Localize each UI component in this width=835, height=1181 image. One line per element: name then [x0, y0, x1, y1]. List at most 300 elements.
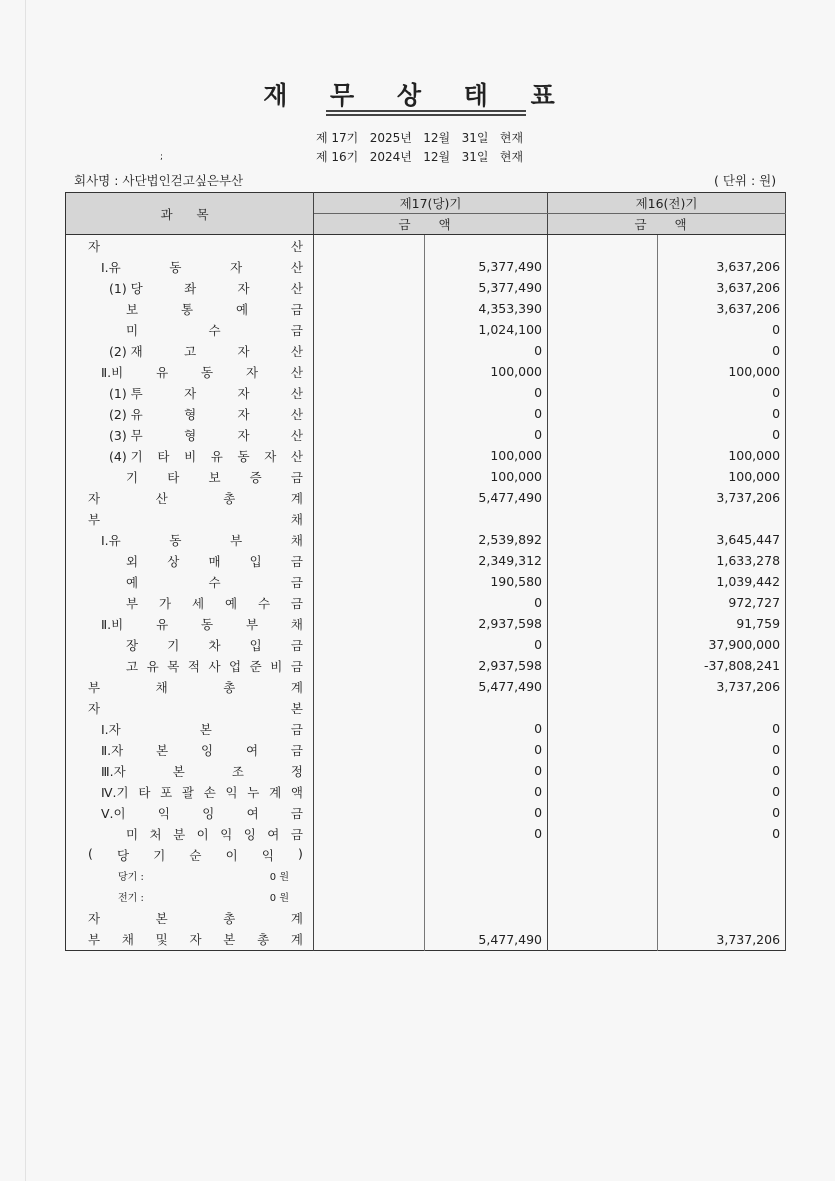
prior-amount: 37,900,000 — [658, 634, 786, 655]
blank-cell — [548, 802, 658, 823]
blank-cell — [548, 823, 658, 844]
account-name-part: (1) 투 — [109, 385, 143, 401]
blank-cell — [548, 298, 658, 319]
account-name-part: 자 — [88, 490, 101, 506]
blank-cell — [548, 529, 658, 550]
account-name — [66, 361, 314, 382]
table-row — [66, 340, 786, 361]
current-amount: 0 — [425, 403, 548, 424]
blank-cell — [314, 256, 425, 277]
account-name-part: 금 — [290, 553, 303, 569]
blank-cell — [548, 445, 658, 466]
current-amount: 0 — [425, 802, 548, 823]
account-name-part: 좌 — [184, 280, 197, 296]
account-name-part: 자 — [88, 700, 101, 716]
prior-amount: 0 — [658, 424, 786, 445]
blank-cell — [314, 361, 425, 382]
account-name — [66, 634, 314, 655]
account-name-part: 산 — [290, 385, 303, 401]
account-name — [66, 739, 314, 760]
blank-cell — [314, 571, 425, 592]
account-name-part: 자 — [189, 932, 202, 947]
account-name-part: 자 — [184, 385, 197, 401]
account-name-part: 금 — [290, 826, 303, 842]
account-name — [66, 277, 314, 298]
account-name-part: 형 — [184, 406, 197, 422]
account-name-part: 이 — [196, 826, 209, 842]
prior-amount: 91,759 — [658, 613, 786, 634]
account-name-part: 누 — [247, 784, 260, 800]
account-name-part: 유 — [156, 364, 169, 380]
account-name — [66, 340, 314, 361]
account-name-part: (4) 기 — [109, 448, 143, 464]
account-name-part: 자 — [245, 364, 259, 380]
prior-amount: 100,000 — [658, 466, 786, 487]
blank-cell — [314, 865, 425, 886]
account-name — [66, 865, 314, 886]
account-name-part: 익 — [261, 847, 274, 863]
account-name-part: 0 원 — [269, 893, 289, 904]
account-name-part: 익 — [220, 826, 233, 842]
blank-cell — [548, 781, 658, 802]
account-name-part: 장 — [126, 637, 139, 653]
prior-amount: 0 — [658, 781, 786, 802]
account-name — [66, 550, 314, 571]
current-amount: 5,477,490 — [425, 928, 548, 951]
blank-cell — [314, 781, 425, 802]
prior-amount: 3,737,206 — [658, 928, 786, 951]
account-name-part: 산 — [290, 238, 303, 254]
account-name-part: 순 — [189, 847, 202, 863]
account-name-part: 동 — [201, 616, 214, 632]
account-name-part: 부 — [88, 679, 101, 695]
title-underline — [326, 110, 526, 112]
account-name-part: 익 — [157, 805, 170, 821]
prior-amount: 0 — [658, 340, 786, 361]
account-name-part: 부 — [88, 932, 101, 947]
prior-amount: 0 — [658, 739, 786, 760]
current-amount — [425, 907, 548, 928]
account-name-part: Ⅱ.자 — [101, 742, 124, 758]
prior-amount: 3,637,206 — [658, 277, 786, 298]
current-amount: 2,937,598 — [425, 613, 548, 634]
account-name-part: 금 — [290, 742, 303, 758]
blank-cell — [548, 865, 658, 886]
table-row — [66, 550, 786, 571]
account-name-part: 부 — [245, 616, 259, 632]
account-name-part: 금 — [290, 301, 303, 317]
blank-cell — [548, 760, 658, 781]
account-name-part: 예 — [235, 301, 249, 317]
table-row — [66, 802, 786, 823]
table-row — [66, 403, 786, 424]
current-amount — [425, 865, 548, 886]
account-name-part: 부 — [126, 595, 139, 611]
current-amount: 100,000 — [425, 361, 548, 382]
account-name-part: 당 — [117, 847, 130, 863]
table-row — [66, 298, 786, 319]
account-name-part: 금 — [290, 721, 303, 737]
account-name-part: 여 — [245, 742, 259, 758]
table-row — [66, 760, 786, 781]
blank-cell — [314, 508, 425, 529]
blank-cell — [314, 844, 425, 865]
account-name-part: 전기 : — [118, 893, 144, 904]
account-name-part: 적 — [187, 658, 200, 674]
header-account: 과 목 — [66, 193, 314, 235]
account-name-part: 동 — [169, 532, 182, 548]
prior-amount: 0 — [658, 802, 786, 823]
account-name-part: Ⅳ.기 — [101, 784, 129, 800]
account-name — [66, 760, 314, 781]
account-name — [66, 298, 314, 319]
blank-cell — [314, 487, 425, 508]
blank-cell — [548, 424, 658, 445]
blank-cell — [548, 886, 658, 907]
balance-sheet-table — [65, 192, 786, 951]
blank-cell — [314, 403, 425, 424]
blank-cell — [548, 319, 658, 340]
table-row — [66, 529, 786, 550]
account-name-part: 본 — [156, 742, 169, 758]
blank-cell — [314, 676, 425, 697]
prior-amount: 972,727 — [658, 592, 786, 613]
account-name-part: Ⅱ.비 — [101, 364, 124, 380]
document-title: 재 무 상 태 표 — [263, 81, 572, 110]
account-name-part: 비 — [270, 658, 283, 674]
table-row — [66, 235, 786, 257]
header-prior-amount: 금 액 — [548, 214, 786, 235]
account-name-part: 포 — [160, 784, 173, 800]
account-name-part: 자 — [88, 910, 101, 926]
account-name-part: 세 — [191, 595, 205, 611]
account-name-part: 산 — [290, 427, 303, 443]
blank-cell — [314, 823, 425, 844]
account-name — [66, 718, 314, 739]
account-name-part: 총 — [257, 932, 270, 947]
prior-amount: 3,637,206 — [658, 256, 786, 277]
current-amount: 4,353,390 — [425, 298, 548, 319]
account-name-part: 동 — [201, 364, 214, 380]
table-row — [66, 781, 786, 802]
account-name-part: 자 — [230, 259, 243, 275]
account-name-part: 외 — [126, 553, 139, 569]
account-name-part: 비 — [184, 448, 197, 464]
account-name-part: 자 — [237, 280, 250, 296]
account-name — [66, 802, 314, 823]
account-name — [66, 403, 314, 424]
account-name-part: 자 — [237, 406, 250, 422]
blank-cell — [548, 613, 658, 634]
blank-cell — [548, 277, 658, 298]
table-row — [66, 277, 786, 298]
account-name-part: 채 — [155, 679, 168, 695]
blank-cell — [548, 550, 658, 571]
prior-amount: 3,737,206 — [658, 676, 786, 697]
prior-amount — [658, 886, 786, 907]
account-name-part: 정 — [290, 763, 303, 779]
account-name-part: 금 — [290, 658, 303, 674]
prior-amount: 0 — [658, 382, 786, 403]
account-name — [66, 697, 314, 718]
blank-cell — [548, 697, 658, 718]
prior-amount: 0 — [658, 319, 786, 340]
current-amount: 0 — [425, 718, 548, 739]
prior-amount — [658, 865, 786, 886]
account-name-part: 준 — [249, 658, 262, 674]
account-name-part: 금 — [290, 574, 303, 590]
account-name-part: 타 — [138, 784, 151, 800]
account-name-part: 본 — [223, 932, 236, 947]
blank-cell — [548, 592, 658, 613]
table-row — [66, 718, 786, 739]
blank-cell — [314, 613, 425, 634]
company-name: 회사명 : 사단법인걷고싶은부산 — [74, 173, 244, 188]
account-name-part: 채 — [290, 616, 303, 632]
account-name-part: 본 — [290, 700, 303, 716]
blank-cell — [314, 802, 425, 823]
prior-amount — [658, 508, 786, 529]
blank-cell — [548, 655, 658, 676]
account-name-part: 수 — [257, 595, 271, 611]
unit-label: ( 단위 : 원) — [714, 173, 777, 188]
blank-cell — [548, 571, 658, 592]
account-name-part: Ⅰ.유 — [101, 259, 121, 275]
current-amount: 5,477,490 — [425, 487, 548, 508]
account-name-part: 동 — [237, 448, 250, 464]
blank-cell — [314, 424, 425, 445]
blank-cell — [548, 361, 658, 382]
blank-cell — [314, 340, 425, 361]
prior-amount: 0 — [658, 760, 786, 781]
account-name-part: 총 — [223, 679, 236, 695]
prior-amount: 1,039,442 — [658, 571, 786, 592]
account-name-part: 분 — [173, 826, 186, 842]
account-name-part: 자 — [237, 427, 250, 443]
current-amount: 0 — [425, 760, 548, 781]
table-row — [66, 697, 786, 718]
account-name-part: 본 — [155, 910, 168, 926]
table-row — [66, 613, 786, 634]
account-name-part: Ⅱ.비 — [101, 616, 124, 632]
account-name-part: 미 — [126, 322, 139, 338]
account-name-part: 당기 : — [118, 872, 144, 883]
blank-cell — [314, 655, 425, 676]
account-name-part: 입 — [249, 553, 262, 569]
blank-cell — [314, 634, 425, 655]
period-current: 제 17기 2025년 12월 31일 현재 — [316, 131, 524, 145]
blank-cell — [314, 928, 425, 951]
blank-cell — [548, 676, 658, 697]
account-name-part: 증 — [249, 469, 262, 485]
blank-cell — [548, 382, 658, 403]
account-name-part: 계 — [290, 490, 303, 506]
current-amount: 190,580 — [425, 571, 548, 592]
account-name-part: 산 — [290, 448, 303, 464]
current-amount — [425, 844, 548, 865]
account-name-part: 차 — [208, 637, 221, 653]
current-amount — [425, 697, 548, 718]
account-name-part: 이 — [225, 847, 238, 863]
table-row — [66, 361, 786, 382]
header-prior-year: 제16(전)기 — [548, 193, 786, 214]
account-name — [66, 655, 314, 676]
account-name — [66, 529, 314, 550]
account-name-part: 기 — [167, 637, 180, 653]
table-row — [66, 571, 786, 592]
account-name-part: 형 — [184, 427, 197, 443]
account-name-part: 처 — [149, 826, 162, 842]
account-name-part: 산 — [290, 259, 303, 275]
current-amount: 2,539,892 — [425, 529, 548, 550]
account-name-part: 수 — [208, 322, 221, 338]
account-name-part: 금 — [290, 595, 303, 611]
blank-cell — [548, 466, 658, 487]
account-name-part: 잉 — [243, 826, 256, 842]
account-name-part: 산 — [290, 364, 303, 380]
account-name-part: 자 — [88, 238, 101, 254]
account-name — [66, 445, 314, 466]
blank-cell — [548, 256, 658, 277]
account-name-part: 총 — [223, 910, 236, 926]
current-amount: 5,477,490 — [425, 676, 548, 697]
account-name-part: 부 — [230, 532, 243, 548]
account-name — [66, 508, 314, 529]
table-row — [66, 928, 786, 951]
prior-amount: -37,808,241 — [658, 655, 786, 676]
current-amount: 0 — [425, 382, 548, 403]
current-amount: 2,349,312 — [425, 550, 548, 571]
prior-amount — [658, 844, 786, 865]
account-name-part: ) — [298, 845, 303, 861]
blank-cell — [314, 718, 425, 739]
blank-cell — [548, 508, 658, 529]
account-name — [66, 592, 314, 613]
account-name-part: 보 — [126, 301, 139, 317]
account-name — [66, 466, 314, 487]
account-name-part: 기 — [153, 847, 166, 863]
blank-cell — [548, 340, 658, 361]
account-name-part: 고 — [126, 658, 139, 674]
blank-cell — [314, 466, 425, 487]
prior-amount: 1,633,278 — [658, 550, 786, 571]
current-amount: 0 — [425, 739, 548, 760]
current-amount — [425, 886, 548, 907]
account-name-part: 조 — [231, 763, 244, 779]
account-name-part: (3) 무 — [109, 427, 143, 443]
period-prior: 제 16기 2024년 12월 31일 현재 — [316, 150, 524, 164]
table-row — [66, 844, 786, 865]
account-name-part: 유 — [210, 448, 223, 464]
account-name-part: 채 — [290, 532, 303, 548]
blank-cell — [314, 760, 425, 781]
account-name-part: 보 — [208, 469, 221, 485]
current-amount — [425, 235, 548, 257]
prior-amount: 3,737,206 — [658, 487, 786, 508]
current-amount: 2,937,598 — [425, 655, 548, 676]
table-row — [66, 256, 786, 277]
account-name-part: ( — [88, 845, 93, 861]
account-name-part: Ⅰ.자 — [101, 721, 121, 737]
blank-cell — [314, 529, 425, 550]
table-row — [66, 655, 786, 676]
current-amount: 1,024,100 — [425, 319, 548, 340]
blank-cell — [314, 319, 425, 340]
blank-cell — [548, 235, 658, 257]
blank-cell — [314, 739, 425, 760]
blank-cell — [548, 487, 658, 508]
account-name-part: 산 — [155, 490, 168, 506]
account-name — [66, 823, 314, 844]
prior-amount: 0 — [658, 718, 786, 739]
account-name — [66, 235, 314, 257]
account-name-part: (2) 유 — [109, 406, 143, 422]
table-row — [66, 907, 786, 928]
stray-mark: ; — [160, 152, 164, 162]
prior-amount: 100,000 — [658, 445, 786, 466]
account-name-part: 잉 — [201, 742, 214, 758]
blank-cell — [314, 445, 425, 466]
account-name-part: 여 — [246, 805, 259, 821]
current-amount: 0 — [425, 424, 548, 445]
current-amount: 0 — [425, 781, 548, 802]
account-name-part: 예 — [126, 574, 139, 590]
account-name — [66, 676, 314, 697]
table-row — [66, 445, 786, 466]
blank-cell — [314, 886, 425, 907]
blank-cell — [548, 634, 658, 655]
blank-cell — [548, 928, 658, 951]
account-name — [66, 907, 314, 928]
account-name-part: 통 — [180, 301, 194, 317]
account-name-part: 자 — [237, 343, 250, 359]
account-name — [66, 781, 314, 802]
account-name-part: Ⅰ.유 — [101, 532, 121, 548]
account-name-part: 타 — [157, 448, 170, 464]
table-row — [66, 739, 786, 760]
table-row — [66, 865, 786, 886]
prior-amount: 0 — [658, 823, 786, 844]
blank-cell — [314, 697, 425, 718]
account-name — [66, 844, 314, 865]
account-name — [66, 256, 314, 277]
account-name-part: 산 — [290, 343, 303, 359]
account-name-part: Ⅲ.자 — [101, 763, 126, 779]
blank-cell — [314, 298, 425, 319]
account-name-part: 본 — [172, 763, 185, 779]
blank-cell — [314, 382, 425, 403]
blank-cell — [548, 718, 658, 739]
account-name-part: 액 — [290, 784, 303, 800]
account-name-part: 산 — [290, 280, 303, 296]
account-name-part: 채 — [290, 511, 303, 527]
table-row — [66, 592, 786, 613]
account-name — [66, 928, 314, 951]
prior-amount: 3,645,447 — [658, 529, 786, 550]
table-body — [66, 235, 786, 951]
blank-cell — [548, 739, 658, 760]
account-name-part: 타 — [167, 469, 180, 485]
account-name-part: 고 — [184, 343, 197, 359]
account-name-part: 매 — [208, 553, 221, 569]
table-row — [66, 676, 786, 697]
account-name-part: 괄 — [181, 784, 194, 800]
account-name-part: 손 — [203, 784, 216, 800]
account-name-part: 금 — [290, 322, 303, 338]
account-name-part: 및 — [155, 932, 168, 947]
account-name-part: 계 — [290, 910, 303, 926]
account-name-part: 유 — [146, 658, 159, 674]
